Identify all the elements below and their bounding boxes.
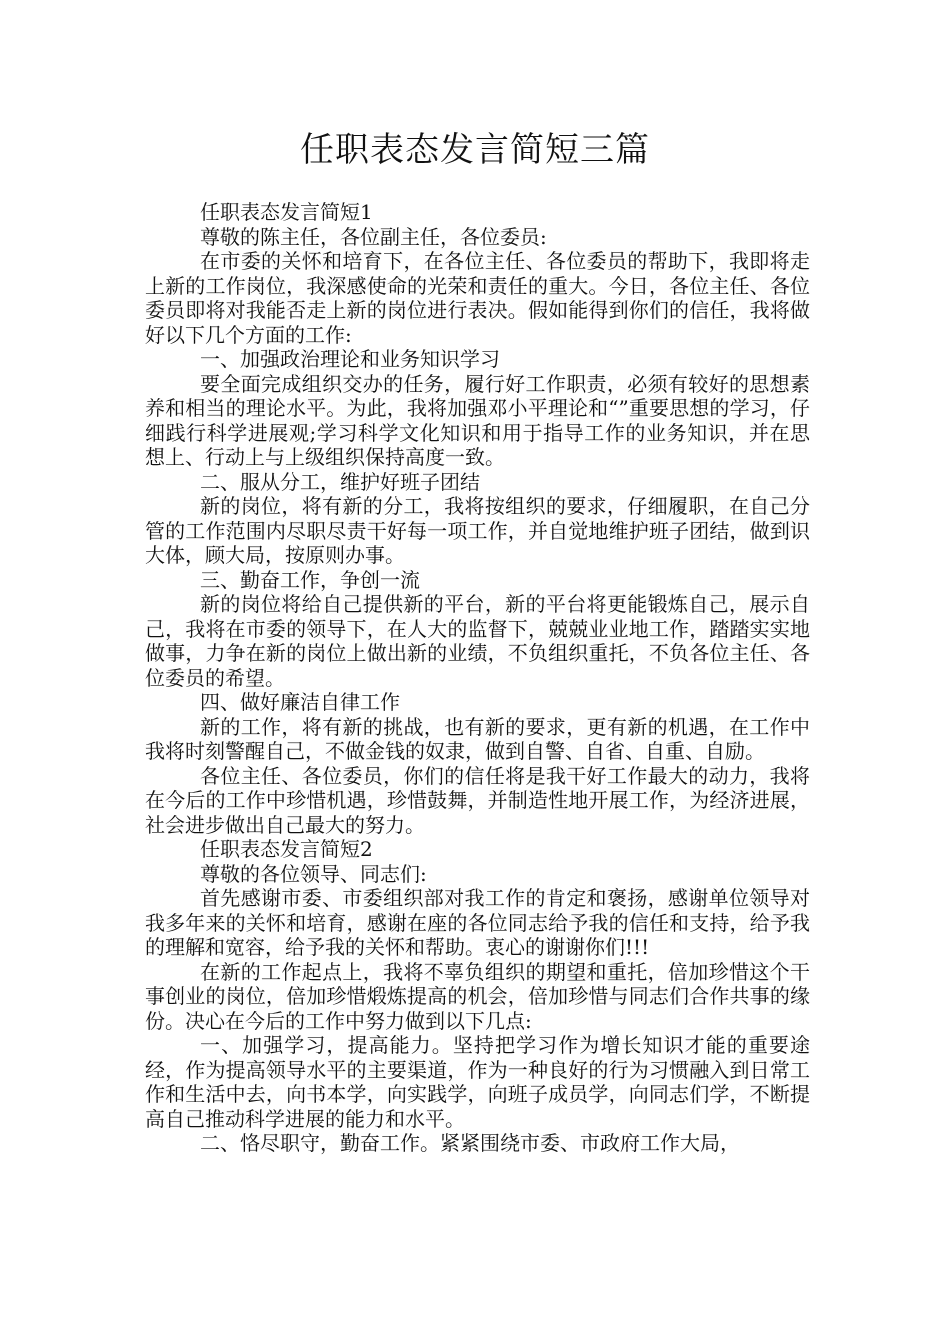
paragraph: 在市委的关怀和培育下，在各位主任、各位委员的帮助下，我即将走上新的工作岗位，我深感使命的光荣和责任的重大。今日，各位主任、各位委员即将对我能否走上新的岗位进行表决。假如能得到你们的信任，我将做好以下几个方面的工作:	[145, 249, 810, 347]
paragraph: 一、加强学习，提高能力。坚持把学习作为增长知识才能的重要途经，作为提高领导水平的主要渠道，作为一种良好的行为习惯融入到日常工作和生活中去，向书本学，向实践学，向班子成员学，向同志们学，不断提高自己推动科学进展的能力和水平。	[145, 1033, 810, 1131]
paragraph: 新的岗位，将有新的分工，我将按组织的要求，仔细履职，在自己分管的工作范围内尽职尽责干好每一项工作，并自觉地维护班子团结，做到识大体，顾大局，按原则办事。	[145, 494, 810, 567]
paragraph-section-heading: 任职表态发言简短2	[200, 837, 373, 861]
document-body	[145, 200, 810, 1156]
paragraph-heading: 四、做好廉洁自律工作	[200, 690, 400, 714]
paragraph: 新的岗位将给自己提供新的平台，新的平台将更能锻炼自己，展示自己，我将在市委的领导下，在人大的监督下，兢兢业业地工作，踏踏实实地做事，力争在新的岗位上做出新的业绩，不负组织重托，不负各位主任、各位委员的希望。	[145, 592, 810, 690]
paragraph: 新的工作，将有新的挑战，也有新的要求，更有新的机遇，在工作中我将时刻警醒自己，不做金钱的奴隶，做到自警、自省、自重、自励。	[145, 714, 810, 763]
paragraph-heading: 一、加强政治理论和业务知识学习	[200, 347, 500, 371]
paragraph-salutation: 尊敬的陈主任，各位副主任，各位委员:	[200, 224, 547, 249]
paragraph: 要全面完成组织交办的任务，履行好工作职责，必须有较好的思想素养和相当的理论水平。为此，我将加强邓小平理论和“”重要思想的学习，仔细践行科学进展观;学习科学文化知识和用于指导工作的业务知识，并在思想上、行动上与上级组织保持高度一致。	[145, 371, 810, 469]
paragraph: 在新的工作起点上，我将不辜负组织的期望和重托，倍加珍惜这个干事创业的岗位，倍加珍惜煅炼提高的机会，倍加珍惜与同志们合作共事的缘份。决心在今后的工作中努力做到以下几点:	[145, 959, 810, 1033]
paragraph: 各位主任、各位委员，你们的信任将是我干好工作最大的动力，我将在今后的工作中珍惜机遇，珍惜鼓舞，并制造性地开展工作，为经济进展，社会进步做出自己最大的努力。	[145, 763, 810, 837]
paragraph-section-heading: 任职表态发言简短1	[200, 200, 373, 224]
paragraph: 二、恪尽职守，勤奋工作。紧紧围绕市委、市政府工作大局，	[200, 1131, 740, 1155]
paragraph: 首先感谢市委、市委组织部对我工作的肯定和褒扬，感谢单位领导对我多年来的关怀和培育，感谢在座的各位同志给予我的信任和支持，给予我的理解和宽容，给予我的关怀和帮助。衷心的谢谢你们!!!	[145, 886, 810, 959]
paragraph-heading: 二、服从分工，维护好班子团结	[200, 469, 480, 494]
paragraph-salutation: 尊敬的各位领导、同志们:	[200, 861, 427, 886]
paragraph-heading: 三、勤奋工作，争创一流	[200, 567, 420, 592]
document-title: 任职表态发言简短三篇	[300, 130, 650, 170]
